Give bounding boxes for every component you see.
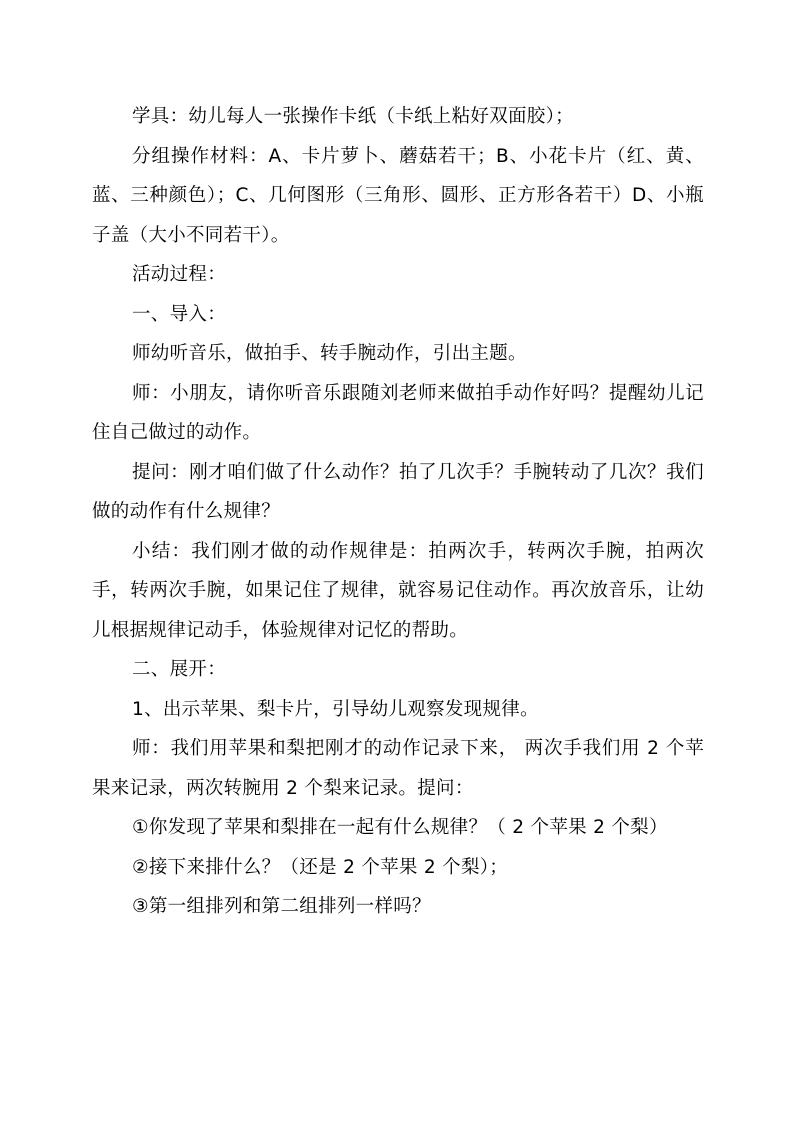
paragraph-teacher-prompt: 师：小朋友，请你听音乐跟随刘老师来做拍手动作好吗？提醒幼儿记住自己做过的动作。 <box>92 382 704 443</box>
heading-introduction: 一、导入： <box>132 303 227 325</box>
paragraph-show-cards: 1、出示苹果、梨卡片，引导幼儿观察发现规律。 <box>132 698 539 720</box>
document-body <box>92 97 704 927</box>
heading-development: 二、展开： <box>132 659 227 680</box>
paragraph-group-materials: 分组操作材料：A、卡片萝卜、蘑菇若干；B、小花卡片（红、黄、蓝、三种颜色）；C、几何图形（三角形、圆形、正方形各若干）D、小瓶子盖（大小不同若干）。 <box>92 145 704 246</box>
paragraph-question-3: ③第一组排列和第二组排列一样吗？ <box>132 896 431 917</box>
paragraph-question-1: ①你发现了苹果和梨排在一起有什么规律？（ 2 个苹果 2 个梨） <box>132 817 668 838</box>
paragraph-summary: 小结：我们刚才做的动作规律是：拍两次手，转两次手腕，拍两次手，转两次手腕，如果记住了规律，就容易记住动作。再次放音乐，让幼儿根据规律记动手，体验规律对记忆的帮助。 <box>92 540 704 641</box>
paragraph-activity-process: 活动过程： <box>132 264 227 285</box>
paragraph-learning-tools: 学具：幼儿每人一张操作卡纸（卡纸上粘好双面胶）； <box>132 106 574 127</box>
paragraph-teacher-record: 师：我们用苹果和梨把刚才的动作记录下来， 两次手我们用 2 个苹果来记录，两次转腕用 2 个梨来记录。提问： <box>92 738 704 799</box>
paragraph-question-2: ②接下来排什么？（还是 2 个苹果 2 个梨）； <box>132 856 509 878</box>
paragraph-music-clap: 师幼听音乐，做拍手、转手腕动作，引出主题。 <box>132 343 527 364</box>
paragraph-question: 提问：刚才咱们做了什么动作？拍了几次手？手腕转动了几次？我们做的动作有什么规律？ <box>92 461 704 522</box>
